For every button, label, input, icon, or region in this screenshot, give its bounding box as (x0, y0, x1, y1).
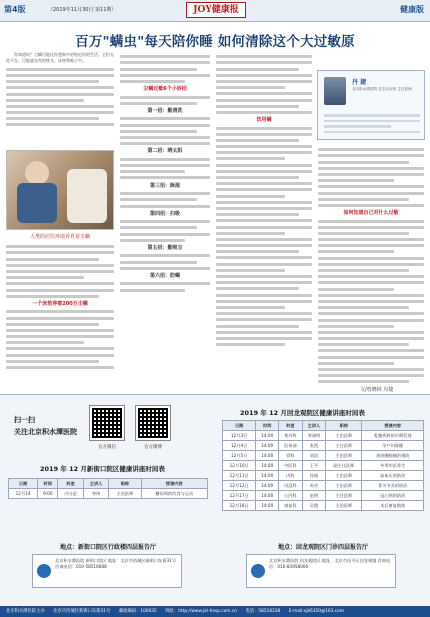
tip-6: 第六招：防螨 (149, 272, 180, 279)
table-cell: 王平 (302, 461, 326, 471)
table-header-cell: 主讲人 (302, 421, 326, 431)
table-cell: 李伟 (83, 489, 108, 499)
table-cell: 主治医师 (326, 501, 362, 511)
site-2-title: 地点：回龙观院区门诊四层报告厅 (277, 544, 368, 551)
tip-4: 第四招：扫吸 (149, 210, 180, 217)
table-cell: 高血压的防治 (362, 471, 424, 481)
table-cell: 14:00 (256, 481, 279, 491)
table-cell: 12月11日 (223, 471, 256, 481)
table-cell: 14:00 (256, 501, 279, 511)
site-1-address-box (32, 554, 182, 588)
byline: 文/詹晓林 丹捷 (360, 387, 394, 393)
table-header-cell: 职称 (109, 479, 141, 489)
subhead-allergy-test: 如何知道自己对什么过敏 (343, 210, 399, 217)
table-cell: 14:00 (256, 441, 279, 451)
table-cell: 心内科 (279, 491, 303, 501)
table-cell: 骨科 (279, 451, 303, 461)
table-cell: 李康明 (302, 431, 326, 441)
site-2-address-box (246, 554, 396, 588)
table-cell: 14:00 (256, 471, 279, 481)
table-header-cell: 授课内容 (362, 421, 424, 431)
article-column-1b (6, 242, 114, 390)
lecture-table-2 (222, 420, 424, 511)
table-cell: 冠心病的防治 (362, 491, 424, 501)
table-cell: 主治医师 (109, 489, 141, 499)
table-header-cell: 职称 (326, 421, 362, 431)
table-cell: 糖尿病的饮食与运动 (141, 489, 207, 499)
table-row (223, 471, 424, 481)
table-cell: 颈肩腰腿痛的预防 (362, 451, 424, 461)
hospital-logo-icon (37, 564, 51, 578)
table-cell: 副主任医师 (326, 461, 362, 471)
tip-1: 第一招：勤清洗 (147, 107, 183, 114)
table-cell: 主治医师 (326, 431, 362, 441)
table-cell: 术后康复锻炼 (362, 501, 424, 511)
table-row (9, 489, 208, 499)
lecture-table-1 (8, 478, 208, 499)
site-2-address: 北京积水潭医院 回龙观院区 地址：北京市昌平区回龙观镇 咨询电话：010-83958000 (269, 558, 391, 569)
page-number: 第4版 (4, 5, 26, 14)
wechat-qr-code[interactable] (90, 406, 124, 440)
table-header-cell: 科室 (58, 479, 83, 489)
body-text-lines (6, 68, 114, 127)
table-cell: 内分泌 (58, 489, 83, 499)
table-cell: 12月12日 (223, 481, 256, 491)
table-cell: 张凯 (302, 441, 326, 451)
table-row (223, 501, 424, 511)
table-cell: 12月5日 (223, 451, 256, 461)
article-photo (6, 150, 114, 230)
table-row (223, 451, 424, 461)
photo-caption: 人类的居住环境养育着尘螨 (29, 234, 90, 240)
table-cell: 12月18日 (223, 501, 256, 511)
table-cell: 12月17日 (223, 491, 256, 501)
tip-2: 第二招：晒太阳 (147, 148, 183, 155)
table-cell: 普外科 (279, 431, 303, 441)
follow-text: 关注北京积水潭医院 (14, 428, 77, 436)
lecture-table-1-title: 2019 年 12 月新街口院区健康讲座时间表 (40, 465, 165, 473)
table-cell: 14:00 (256, 431, 279, 441)
table-cell: 主治医师 (326, 481, 362, 491)
article-column-2 (120, 52, 210, 390)
subhead-mattress: 一个床垫养着200万尘螨 (32, 300, 88, 307)
table-cell: 吴俊 (302, 501, 326, 511)
table-cell: 主任医师 (326, 441, 362, 451)
table-header-cell: 日期 (9, 479, 38, 489)
table-row (223, 491, 424, 501)
hospital-logo-icon (251, 564, 265, 578)
site-1-address: 北京积水潭医院 新街口院区 地址：北京市西城区新街口东街31号 咨询电话：010-58516688 (55, 558, 177, 569)
table-cell: 主治医师 (326, 471, 362, 481)
article-intro: 你知道吗？尘螨可能比你想象中更贴近你的生活，它们无处不在，可能就在你的枕头、床垫和被子中。 (6, 52, 114, 64)
table-cell: 中医科 (279, 461, 303, 471)
table-header-cell: 时间 (256, 421, 279, 431)
table-cell: 周芳 (302, 481, 326, 491)
table-cell: 14:00 (256, 491, 279, 501)
table-cell: 刘浩 (302, 451, 326, 461)
table-cell: 12月3日 (223, 431, 256, 441)
table-header-cell: 日期 (223, 421, 256, 431)
subhead-tips: 尘螨过敏6个小妙招 (143, 86, 187, 93)
table-cell: 12月4日 (223, 441, 256, 451)
table-cell: 风湿科 (279, 481, 303, 491)
table-header-cell: 授课内容 (141, 479, 207, 489)
table-header-cell: 主讲人 (83, 479, 108, 489)
scan-title: 扫一扫 (14, 416, 35, 424)
issue-date: （2019年11月30日 第11期） (48, 7, 117, 13)
lecture-table-2-title: 2019 年 12 月回龙观院区健康讲座时间表 (240, 409, 365, 417)
table-row (223, 461, 424, 471)
table-cell: 孕产妇保健 (362, 441, 424, 451)
article-headline: 百万"螨虫"每天陪你睡 如何清除这个大过敏原 (75, 34, 355, 50)
article-column-3 (216, 52, 312, 390)
newspaper-logo: JOY健康报 (186, 2, 246, 18)
table-row (223, 441, 424, 451)
table-cell: 冬季中医养生 (362, 461, 424, 471)
table-cell: 14:00 (256, 461, 279, 471)
table-cell: 9:00 (38, 489, 58, 499)
table-cell: 主任医师 (326, 491, 362, 501)
table-cell: 骨关节炎的防治 (362, 481, 424, 491)
author-name: 丹 捷 (352, 79, 367, 86)
table-cell: 12月10日 (223, 461, 256, 471)
wechat-label: 官方微信 (98, 445, 116, 450)
table-cell: 主治医师 (326, 451, 362, 461)
masthead (0, 0, 430, 22)
author-photo (324, 77, 346, 105)
table-cell: 14:00 (256, 451, 279, 461)
table-cell: 医务部 (279, 441, 303, 451)
author-desc: 北京积水潭医院 变态反应科 主任医师 (352, 87, 412, 91)
subhead-drink: 饮用螨 (256, 117, 272, 124)
table-header-cell: 科室 (279, 421, 303, 431)
table-cell: 乳腺疾病的早期发现 (362, 431, 424, 441)
article-column-4 (318, 145, 424, 385)
table-cell: 孙丽 (302, 471, 326, 481)
table-cell: 康复科 (279, 501, 303, 511)
site-1-title: 地点：新街口院区行政楼四层报告厅 (59, 544, 156, 551)
table-row (223, 481, 424, 491)
section-title: 健康版 (400, 5, 424, 14)
weibo-qr-code[interactable] (136, 406, 170, 440)
tip-3: 第三招：除湿 (149, 182, 180, 189)
tip-5: 第五招：勤吸尘 (147, 244, 183, 251)
article-column-1 (6, 52, 114, 147)
table-header-cell: 时间 (38, 479, 58, 489)
table-cell: 赵明 (302, 491, 326, 501)
author-box (317, 70, 425, 140)
table-cell: 内科 (279, 471, 303, 481)
table-cell: 12月14 (9, 489, 38, 499)
footer-bar: 北京积水潭医院主办 北京市西城区新街口东街31号 邮政编码：100035 网址：http://www.jst-hosp.com.cn 电话：58516238 E-mail:xjk6350@163.com (0, 606, 430, 617)
table-row (223, 431, 424, 441)
weibo-label: 官方微博 (144, 445, 162, 450)
